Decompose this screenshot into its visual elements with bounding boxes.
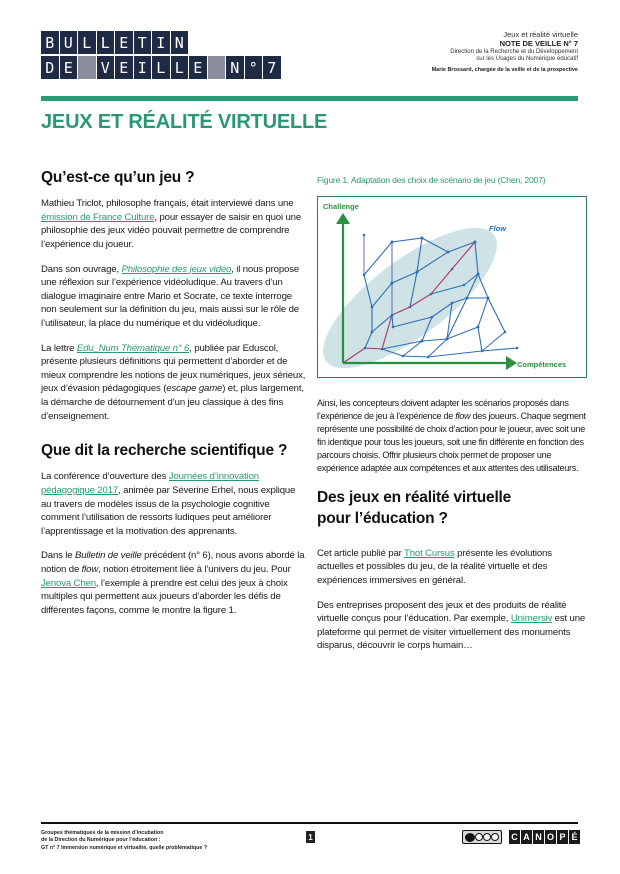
text: flow bbox=[455, 410, 471, 421]
text: Cet article publié par bbox=[317, 547, 405, 559]
logo-spacer bbox=[208, 56, 226, 79]
logo-letter: E bbox=[189, 56, 207, 79]
text: Dans son ouvrage, bbox=[41, 263, 122, 275]
footer-line: GT n° 7 Immersion numérique et virtualité, quelle problématique ? bbox=[41, 844, 208, 851]
page-number: 1 bbox=[306, 831, 315, 843]
logo-row-2 bbox=[41, 56, 282, 79]
text: des joueurs. Chaque segment représente une possibilité de choix d’action pour le joueur, avec soit une fin identique pour tous les joueurs, soit une fin différente en fonction des parcours choisis. Offrir plusieurs choix permet de proposer une expérience adaptée aux compétences et aux attentes des utilisateurs. bbox=[317, 410, 586, 473]
y-axis-arrow-icon bbox=[336, 213, 350, 224]
logo-letter: ° bbox=[245, 56, 263, 79]
footer-divider bbox=[41, 822, 578, 824]
canope-logo bbox=[509, 830, 581, 844]
x-axis-label: Compétences bbox=[517, 360, 567, 369]
figure-caption: Figure 1. Adaptation des choix de scénario de jeu (Chen, 2007) bbox=[317, 175, 546, 185]
logo-letter: T bbox=[134, 31, 152, 54]
link-thot-cursus[interactable]: Thot Cursus bbox=[404, 547, 455, 559]
footer-line: Groupes thématiques de la mission d’incubation bbox=[41, 830, 164, 836]
text: , il nous propose une réflexion sur l’expérience vidéoludique. Au travers d’un dialogue imaginaire entre Mario et Socrate, ce texte interroge non seulement sur la définition du jeu, mais aussi sur le rôle de l’utilisateur, la place du numérique et du vidéoludique. bbox=[41, 263, 300, 330]
footer-credits bbox=[41, 830, 207, 852]
logo-row-1 bbox=[41, 31, 189, 54]
text: précédent (n° 6), nous avons abordé la notion de bbox=[41, 550, 305, 576]
paragraph bbox=[41, 342, 306, 424]
text: ) et, plus largement, la démarche de détournement d’un jeu classique à des fins d’enseignement. bbox=[41, 383, 304, 422]
direction-line-2: sur les Usages du Numérique éducatif bbox=[476, 56, 578, 63]
y-axis-label: Challenge bbox=[323, 202, 359, 211]
creative-commons-license-icon bbox=[462, 830, 502, 844]
canope-letter: O bbox=[546, 832, 554, 842]
text: est une plateforme qui permet de visiter virtuellement des monuments disparus, découvrir le corps humain… bbox=[317, 613, 586, 652]
text: présente les évolutions actuelles et possibles du jeu, de la réalité virtuelle et des expériences immersives en général. bbox=[317, 547, 552, 586]
figure-flow-diagram bbox=[317, 196, 587, 378]
paragraph bbox=[41, 470, 306, 538]
canope-letter: N bbox=[533, 830, 544, 844]
logo-letter: L bbox=[171, 56, 189, 79]
logo-letter: E bbox=[115, 31, 133, 54]
section-heading-vr-education bbox=[317, 488, 589, 528]
logo-letter: B bbox=[41, 31, 59, 54]
left-column bbox=[41, 168, 306, 618]
text: , animée par Séverine Erhel, nous explique au travers de modèles issus de la psychologie cognitive comment l’utilisation de ressorts ludiques peut améliorer l’apprentissage et la motivation des apprenants. bbox=[41, 485, 296, 537]
text: Bulletin de veille bbox=[75, 550, 142, 562]
page-title: JEUX ET RÉALITÉ VIRTUELLE bbox=[41, 111, 328, 133]
link-edu-num-thematique[interactable]: Edu_Num Thématique n° 6 bbox=[76, 342, 190, 354]
link-jenova-chen[interactable]: Jenova Chen bbox=[41, 577, 96, 589]
note-number: NOTE DE VEILLE N° 7 bbox=[499, 39, 578, 49]
logo-letter: 7 bbox=[263, 56, 281, 79]
text: La lettre bbox=[41, 342, 77, 354]
link-unimersiv[interactable]: Unimersiv bbox=[510, 613, 553, 625]
logo-letter: I bbox=[134, 56, 152, 79]
canope-letter: É bbox=[569, 830, 580, 844]
paragraph bbox=[317, 547, 589, 588]
author-line: Marie Brossard, chargée de la veille et de la prospective bbox=[431, 66, 578, 73]
text: Ainsi, les concepteurs doivent adapter les scénarios proposés dans l’expérience de jeu à l’expérience de bbox=[317, 398, 569, 421]
text: escape game bbox=[166, 383, 223, 395]
x-axis-arrow-icon bbox=[506, 356, 517, 370]
logo-letter: L bbox=[78, 31, 96, 54]
link-journees-innovation[interactable]: Journées d’innovation pédagogique 2017 bbox=[41, 471, 259, 497]
flow-zone-label: Flow bbox=[489, 224, 507, 233]
link-france-culture[interactable]: émission de France Culture bbox=[41, 211, 155, 223]
cc-icon bbox=[465, 833, 475, 842]
footer-line: de la Direction du Numérique pour l’éducation : bbox=[41, 837, 161, 844]
text: La conférence d’ouverture des bbox=[41, 471, 169, 483]
sa-icon bbox=[491, 833, 499, 841]
canope-letter: P bbox=[557, 830, 568, 844]
text: Des entreprises proposent des jeux et des produits de réalité virtuelle conçus pour l’éducation. Par exemple, bbox=[317, 599, 567, 625]
logo-spacer bbox=[78, 56, 96, 79]
paragraph bbox=[41, 263, 306, 331]
text: Dans le bbox=[41, 550, 75, 562]
text: , notion étroitement liée à l’univers du jeu. Pour bbox=[98, 564, 291, 576]
logo-letter: V bbox=[97, 56, 115, 79]
paragraph bbox=[41, 549, 306, 617]
header-divider bbox=[41, 96, 578, 101]
logo-letter: N bbox=[226, 56, 244, 79]
by-icon bbox=[475, 833, 483, 841]
text: flow bbox=[81, 564, 99, 576]
logo-letter: L bbox=[152, 56, 170, 79]
nc-icon bbox=[483, 833, 491, 841]
logo-letter: U bbox=[60, 31, 78, 54]
heading-line: pour l’éducation ? bbox=[317, 509, 448, 527]
canope-letter: A bbox=[521, 830, 532, 844]
logo-letter: N bbox=[171, 31, 189, 54]
logo-letter: I bbox=[152, 31, 170, 54]
header-topic: Jeux et réalité virtuelle bbox=[503, 30, 578, 39]
text: Mathieu Triclot, philosophe français, était interviewé dans une bbox=[41, 198, 294, 210]
section-heading-what-is-a-game: Qu’est-ce qu’un jeu ? bbox=[41, 169, 195, 186]
text: , pour essayer de saisir en quoi une philosophie des jeux vidéo pouvait permettre de comprendre l’expérience du joueur. bbox=[41, 211, 302, 250]
flow-diagram-svg bbox=[317, 196, 587, 378]
paragraph bbox=[317, 599, 589, 653]
text: , l’exemple à prendre est celui des jeux à choix multiples qui permettent aux joueurs d’aborder les défis de différentes façons, comme le montre la figure 1. bbox=[41, 577, 288, 616]
right-column bbox=[317, 397, 589, 653]
paragraph bbox=[317, 397, 589, 474]
header-meta bbox=[432, 30, 578, 74]
logo-letter: E bbox=[60, 56, 78, 79]
flow-zone bbox=[317, 204, 517, 378]
canope-letter: C bbox=[509, 830, 520, 844]
heading-line: Des jeux en réalité virtuelle bbox=[317, 489, 512, 507]
logo-letter: E bbox=[115, 56, 133, 79]
link-philosophie-jeux-video[interactable]: Philosophie des jeux vidéo bbox=[121, 263, 232, 275]
direction-line-1: Direction de la Recherche et du Développement bbox=[450, 48, 578, 55]
paragraph bbox=[41, 197, 306, 251]
section-heading-research: Que dit la recherche scientifique ? bbox=[41, 442, 288, 460]
text: , publiée par Eduscol, présente plusieurs définitions qui permettent d’aborder et de mieux comprendre les notions de jeux numériques, jeux sérieux, jeux d’évasion pédagogiques ( bbox=[41, 342, 306, 395]
logo-letter: L bbox=[97, 31, 115, 54]
logo-letter: D bbox=[41, 56, 59, 79]
